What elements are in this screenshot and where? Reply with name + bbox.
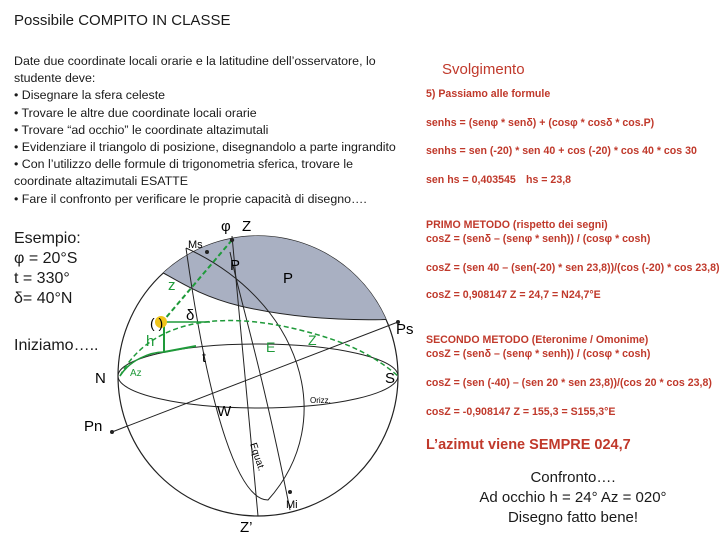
east-label: E: [266, 339, 276, 355]
delta-label: δ: [186, 307, 195, 324]
altitude-result: hs = 23,8: [526, 174, 572, 186]
zenith-point: [230, 238, 234, 242]
example-heading: Esempio:: [14, 230, 81, 247]
start-label: Iniziamo…..: [14, 337, 99, 354]
solution-title: Svolgimento: [442, 61, 525, 78]
method1-title: PRIMO METODO (rispetto dei segni): [426, 219, 608, 231]
p-label: P: [230, 257, 241, 274]
ms-label: Ms: [188, 239, 203, 251]
comparison-verdict: Disegno fatto bene!: [507, 509, 639, 526]
method2-result: cosZ = -0,908147 Z = 155,3 = S155,3°E: [426, 406, 616, 418]
star-paren-label: ( ): [150, 315, 164, 331]
mi-label: Mi: [286, 499, 298, 511]
example-declination: δ= 40°N: [14, 290, 73, 307]
method2-calculation: cosZ = (sen (-40) – (sen 20 * sen 23,8))/(cos 20 * cos 23,8): [426, 377, 712, 389]
intro-line: • Trovare le altre due coordinate locali orarie: [14, 105, 257, 120]
comparison-heading: Confronto….: [530, 469, 616, 486]
nadir-label: Z’: [240, 519, 253, 536]
south-label: S: [385, 370, 396, 387]
p-big-label: P: [283, 270, 294, 287]
pn-point: [110, 430, 114, 434]
comparison-estimate: Ad occhio h = 24° Az = 020°: [479, 489, 667, 506]
equator-label: Equat.: [247, 441, 267, 473]
pn-label: Pn: [84, 418, 103, 435]
page-title: Possibile COMPITO IN CLASSE: [14, 12, 231, 29]
intro-line: • Fare il confronto per verificare le proprie capacità di disegno….: [14, 191, 367, 206]
formula-altitude-values: senhs = sen (-20) * sen 40 + cos (-20) * cos 40 * cos 30: [426, 145, 697, 157]
t-label: t: [202, 349, 206, 365]
example-hour-angle: t = 330°: [14, 270, 70, 287]
intro-line: studente deve:: [14, 71, 96, 86]
z2-label: Z: [308, 332, 317, 348]
intro-line: coordinate altazimutali ESATTE: [14, 174, 189, 189]
north-label: N: [95, 370, 106, 387]
altitude-sine-result: sen hs = 0,403545: [426, 174, 516, 186]
ms-point: [205, 250, 209, 254]
horizon-label: Orizz.: [310, 396, 331, 405]
intro-line: Date due coordinate locali orarie e la latitudine dell’osservatore, lo: [14, 54, 376, 68]
mi-point: [288, 490, 292, 494]
h-label: h: [146, 333, 155, 350]
intro-line: • Con l’utilizzo delle formule di trigonometria sferica, trovare le: [14, 157, 354, 172]
formula-altitude: senhs = (senφ * senδ) + (cosφ * cosδ * cos.P): [426, 117, 655, 129]
example-latitude: φ = 20°S: [14, 250, 78, 267]
method2-formula: cosZ = (senδ – (senφ * senh)) / (cosφ * cosh): [426, 348, 651, 360]
method1-result: cosZ = 0,908147 Z = 24,7 = N24,7°E: [426, 289, 601, 301]
intro-line: • Evidenziare il triangolo di posizione, disegnandolo a parte ingrandito: [14, 140, 396, 155]
west-label: W: [217, 403, 232, 420]
z-label: z: [168, 277, 176, 294]
ps-label: Ps: [396, 321, 414, 338]
phi-label: φ: [221, 218, 231, 235]
step-label: 5) Passiamo alle formule: [426, 88, 551, 100]
azimuth-label: Az: [130, 368, 142, 379]
method1-calculation: cosZ = (sen 40 – (sen(-20) * sen 23,8))/(cos (-20) * cos 23,8): [426, 262, 720, 274]
comparison-block: [428, 468, 718, 528]
method1-formula: cosZ = (senδ – (senφ * senh)) / (cosφ * cosh): [426, 233, 651, 245]
intro-line: • Disegnare la sfera celeste: [14, 88, 166, 103]
intro-line: • Trovare “ad occhio” le coordinate altazimutali: [14, 122, 269, 137]
zenith-label: Z: [242, 218, 252, 235]
azimuth-conclusion: L’azimut viene SEMPRE 024,7: [426, 437, 631, 453]
method2-title: SECONDO METODO (Eteronime / Omonime): [426, 334, 649, 346]
